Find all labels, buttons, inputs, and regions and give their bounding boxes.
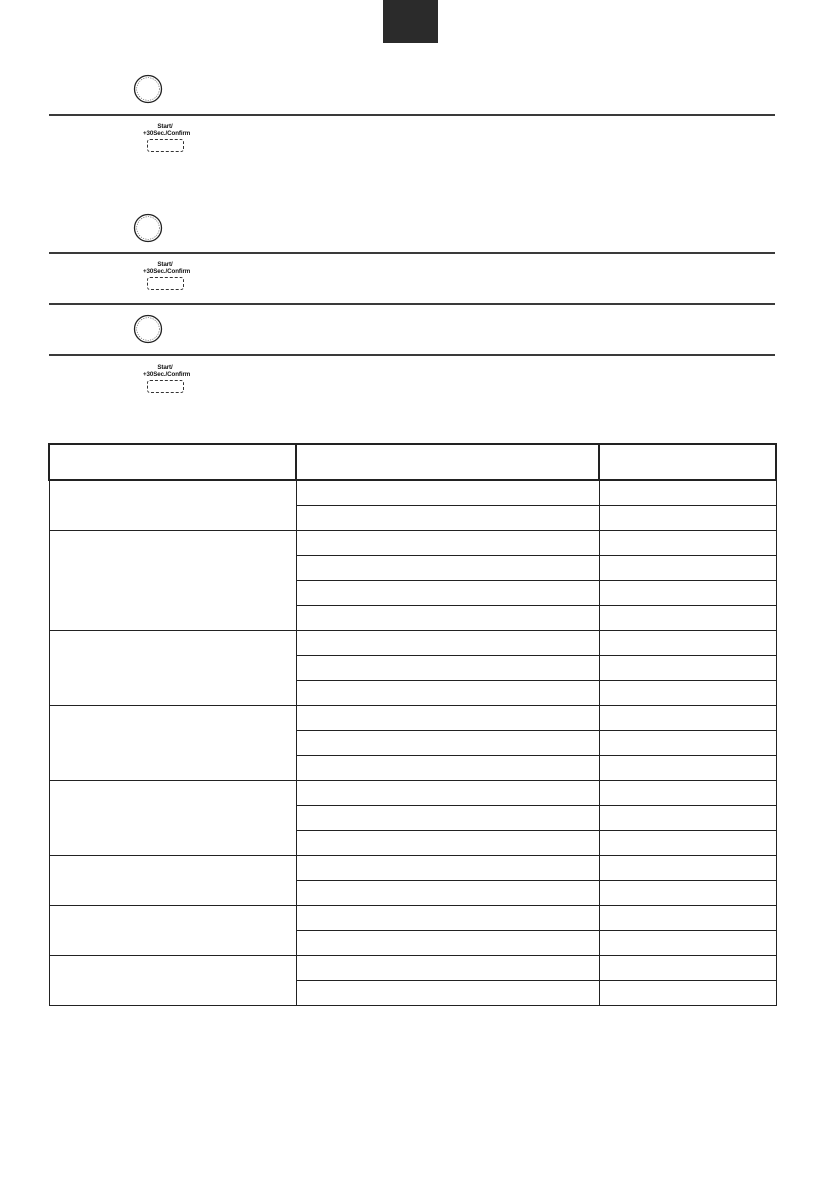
- table-cell: [599, 630, 776, 655]
- table-cell: [599, 805, 776, 830]
- table-cell: [599, 655, 776, 680]
- group-cell: [49, 530, 296, 630]
- table-row: [49, 705, 776, 730]
- table-cell: [599, 755, 776, 780]
- table-cell: [296, 755, 599, 780]
- table-cell: [296, 580, 599, 605]
- start-label-line2: +30Sec./Confirm: [143, 371, 191, 378]
- program-table: [48, 443, 777, 1006]
- table-cell: [296, 630, 599, 655]
- table-cell: [599, 855, 776, 880]
- start-button-icon: [143, 364, 191, 393]
- start-label-line2: +30Sec./Confirm: [143, 130, 191, 137]
- table-cell: [296, 605, 599, 630]
- table-cell: [599, 705, 776, 730]
- table-cell: [296, 730, 599, 755]
- table-row: [49, 530, 776, 555]
- group-cell: [49, 630, 296, 705]
- table-cell: [599, 880, 776, 905]
- header-cell: [599, 444, 776, 480]
- table-cell: [296, 980, 599, 1005]
- table-cell: [296, 905, 599, 930]
- table-cell: [296, 505, 599, 530]
- table-cell: [599, 980, 776, 1005]
- table-header-row: [49, 444, 776, 480]
- group-cell: [49, 480, 296, 530]
- table-cell: [599, 930, 776, 955]
- table-cell: [296, 955, 599, 980]
- group-cell: [49, 780, 296, 855]
- table-row: [49, 630, 776, 655]
- header-cell: [49, 444, 296, 480]
- start-label-line1: Start/: [157, 261, 173, 268]
- table-cell: [296, 705, 599, 730]
- table-row: [49, 780, 776, 805]
- step-divider: [49, 114, 775, 116]
- table-cell: [599, 730, 776, 755]
- step-divider: [49, 354, 775, 356]
- table-cell: [296, 655, 599, 680]
- step-divider: [49, 252, 775, 254]
- language-tab: [383, 0, 438, 43]
- table-cell: [296, 855, 599, 880]
- group-cell: [49, 855, 296, 905]
- header-cell: [296, 444, 599, 480]
- group-cell: [49, 955, 296, 1005]
- start-label-line2: +30Sec./Confirm: [143, 268, 191, 275]
- group-cell: [49, 705, 296, 780]
- start-label-line1: Start/: [157, 123, 173, 130]
- table-cell: [599, 955, 776, 980]
- table-row: [49, 955, 776, 980]
- table-cell: [599, 680, 776, 705]
- step-divider: [49, 303, 775, 305]
- table-cell: [296, 530, 599, 555]
- start-button-outline: [147, 139, 184, 152]
- table-cell: [599, 605, 776, 630]
- table-cell: [296, 930, 599, 955]
- start-button-outline: [147, 277, 184, 290]
- table-cell: [599, 905, 776, 930]
- dial-knob-icon: [133, 314, 163, 344]
- group-cell: [49, 905, 296, 955]
- table-row: [49, 855, 776, 880]
- table-row: [49, 905, 776, 930]
- table-cell: [599, 830, 776, 855]
- table-cell: [599, 780, 776, 805]
- table-row: [49, 480, 776, 505]
- table-cell: [599, 580, 776, 605]
- start-button-outline: [147, 380, 184, 393]
- table-cell: [296, 680, 599, 705]
- table-cell: [296, 555, 599, 580]
- table-cell: [296, 830, 599, 855]
- start-button-icon: [143, 261, 191, 290]
- dial-knob-icon: [133, 74, 163, 104]
- start-label-line1: Start/: [157, 364, 173, 371]
- table-cell: [599, 555, 776, 580]
- table-cell: [296, 805, 599, 830]
- table-cell: [296, 780, 599, 805]
- start-button-icon: [143, 123, 191, 152]
- table-cell: [296, 880, 599, 905]
- table-cell: [599, 480, 776, 505]
- table-cell: [599, 530, 776, 555]
- table-cell: [599, 505, 776, 530]
- table-cell: [296, 480, 599, 505]
- dial-knob-icon: [133, 213, 163, 243]
